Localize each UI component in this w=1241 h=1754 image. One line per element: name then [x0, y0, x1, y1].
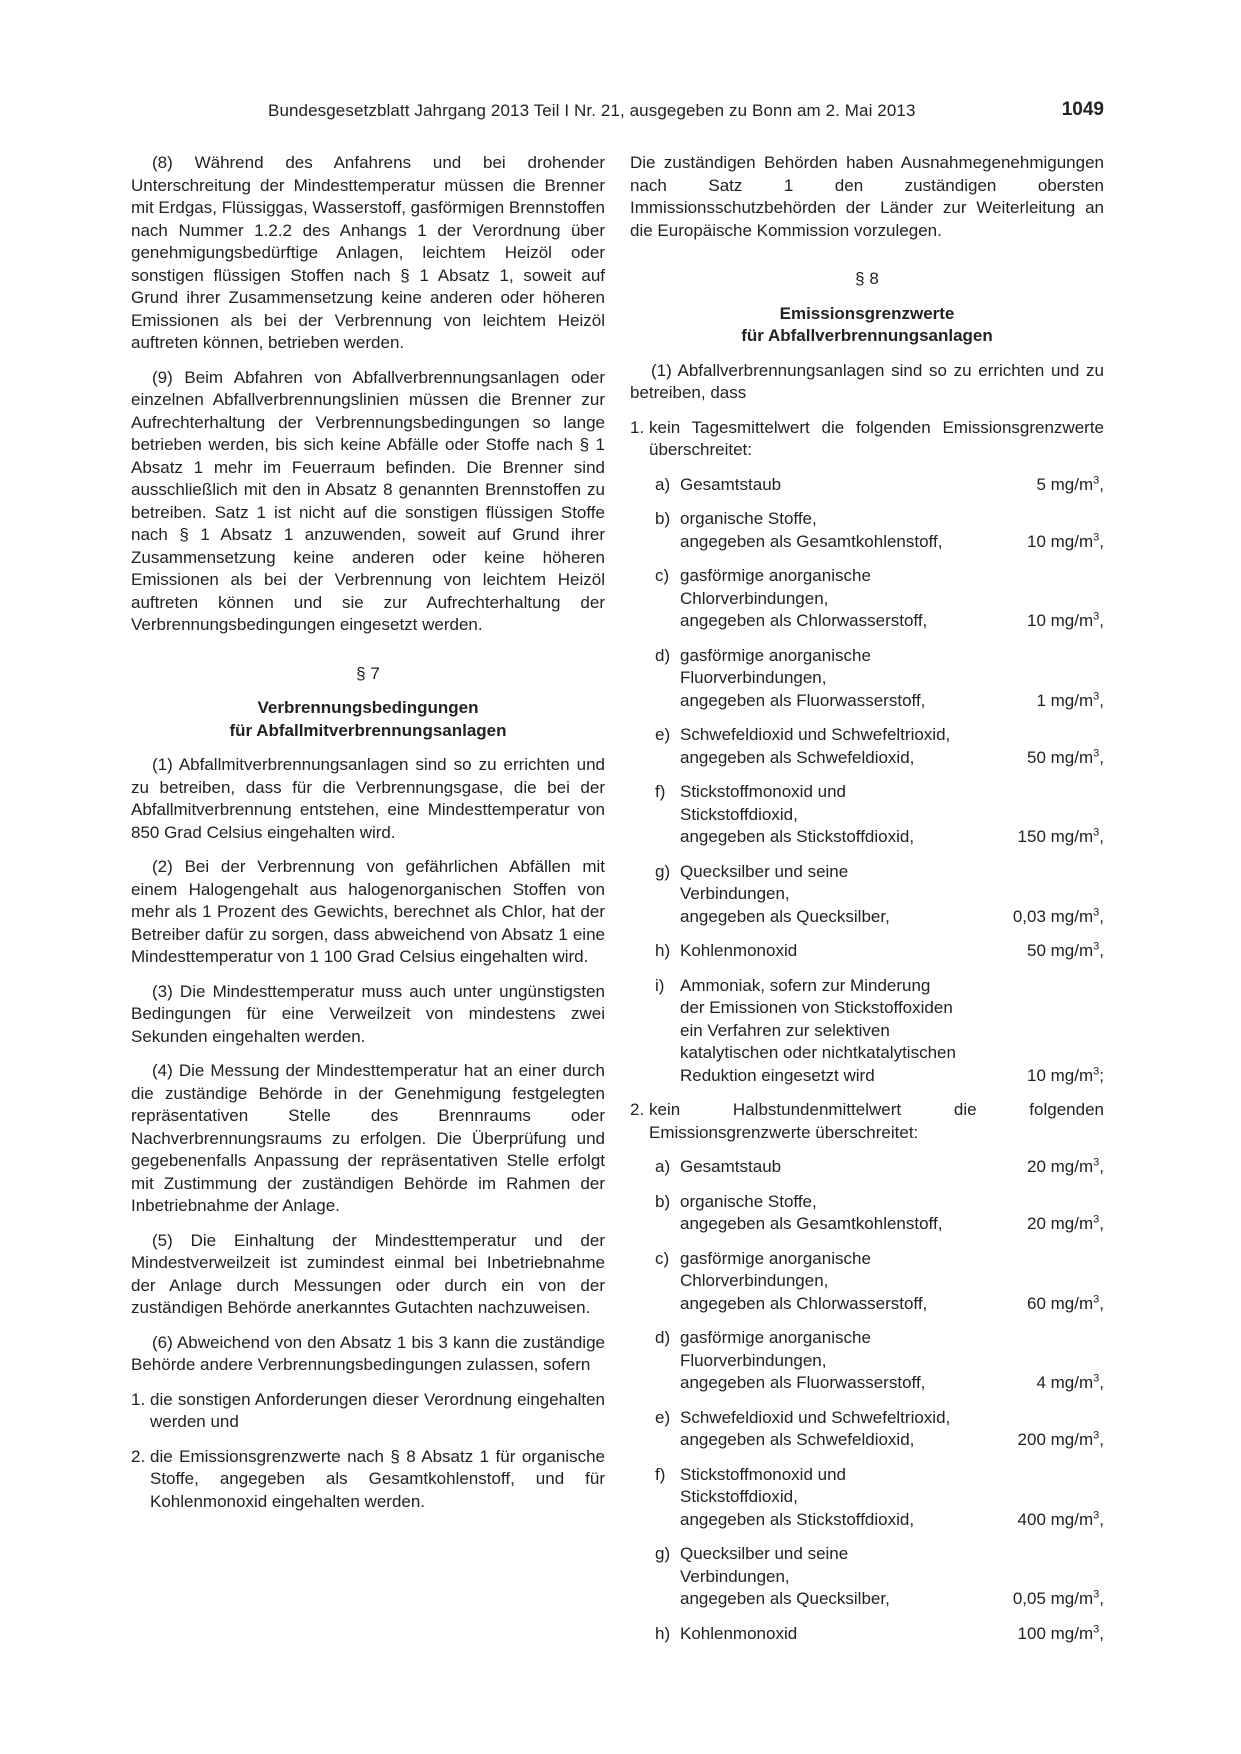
limit-value [1027, 1156, 1104, 1179]
section-8-number: § 8 [855, 269, 879, 288]
list-number: 1. [630, 417, 645, 437]
limit-value-number: 0,03 mg/m [1012, 906, 1094, 926]
unit-exponent: 3 [1093, 826, 1100, 839]
s7-paragraph-2: (2) Bei der Verbrennung von gefährlichen Abfällen mit einem Halogengehalt aus halogenorganischen Stoffen von mehr als 1 Prozent des Gewichts, berechnet als Chlor, hat der Betreiber dafür zu sorgen, dass abweichend von Absatz 1 eine Mindesttemperatur von 1 100 Grad Celsius eingehalten wird. [131, 857, 605, 966]
limit-value-number: 150 mg/m [1017, 827, 1094, 846]
item-label: angegeben als Gesamtkohlenstoff, [680, 531, 943, 551]
page-header [268, 101, 1104, 127]
item-letter: i) [655, 975, 665, 995]
item-line: Quecksilber und seine [680, 861, 849, 881]
item-line: der Emissionen von Stickstoffoxiden [680, 998, 953, 1017]
unit-exponent: 3 [1093, 530, 1100, 543]
item-last-line [680, 747, 1104, 770]
section-7-title-line-1: Verbrennungsbedingungen [257, 698, 479, 717]
item-punctuation: , [1099, 1623, 1104, 1643]
item-label: angegeben als Chlorwasserstoff, [680, 1293, 928, 1313]
item-punctuation: , [1099, 1157, 1104, 1176]
item-line: Quecksilber und seine [680, 1544, 849, 1563]
unit-exponent: 3 [1093, 1372, 1100, 1385]
item-label: Kohlenmonoxid [680, 941, 798, 960]
item-letter: e) [655, 725, 671, 744]
item-line: Stickstoffdioxid, [680, 804, 798, 824]
limit-value-item [630, 1191, 1104, 1236]
limit-value [1027, 610, 1104, 633]
half-hour-limit-values-list [630, 1156, 1104, 1645]
item-line: Stickstoffmonoxid und [680, 1464, 846, 1484]
limit-value-number: 100 mg/m [1017, 1623, 1094, 1643]
limit-value [1013, 906, 1104, 929]
item-last-line [680, 906, 1104, 929]
item-label: angegeben als Fluorwasserstoff, [680, 690, 926, 710]
item-line: Schwefeldioxid und Schwefeltrioxid, [680, 1407, 951, 1427]
limit-value-item [630, 1543, 1104, 1611]
unit-exponent: 3 [1093, 610, 1100, 623]
limit-value-number: 60 mg/m [1027, 1293, 1094, 1313]
item-letter: a) [655, 474, 671, 494]
list-text: kein Halbstundenmittelwert die folgenden Emissionsgrenzwerte überschreitet: [649, 1100, 1104, 1142]
s7-paragraph-4: (4) Die Messung der Mindesttemperatur hat an einer durch die zuständige Behörde in der Genehmigung festgelegten repräsentativen Stelle des Brennraums oder Nachverbrennungsraums zu erfolgen. Die Überprüfung und gegebenenfalls Anpassung der repräsentativen Stelle erfolgt mit Zustimmung der zuständigen Behörde im Rahmen der Inbetriebnahme der Anlage. [131, 1061, 605, 1215]
item-letter: d) [655, 645, 671, 665]
item-punctuation: , [1099, 1509, 1104, 1529]
limit-value-item [630, 645, 1104, 713]
item-line: Fluorverbindungen, [680, 668, 827, 687]
limit-value [1027, 1065, 1104, 1088]
item-punctuation: , [1099, 474, 1104, 494]
item-last-line [680, 940, 1104, 963]
limit-value-number: 10 mg/m [1027, 531, 1094, 551]
item-line: gasförmige anorganische [680, 1248, 871, 1268]
item-line: ein Verfahren zur selektiven [680, 1020, 890, 1040]
item-text [680, 724, 1104, 769]
s7-list-item [131, 1446, 605, 1514]
limit-value-item [630, 1327, 1104, 1395]
item-letter: c) [655, 566, 670, 585]
item-text [680, 1191, 1104, 1236]
item-last-line [680, 531, 1104, 554]
item-last-line [680, 826, 1104, 849]
limit-value-item [630, 940, 1104, 963]
item-line: gasförmige anorganische [680, 1328, 871, 1347]
item-text [680, 474, 1104, 497]
section-8-title-line-2: für Abfallverbrennungsanlagen [741, 326, 993, 345]
unit-exponent: 3 [1093, 1508, 1100, 1521]
item-line: gasförmige anorganische [680, 645, 871, 665]
item-punctuation: , [1099, 531, 1104, 551]
item-line: katalytischen oder nichtkatalytischen [680, 1043, 956, 1062]
item-label: angegeben als Chlorwasserstoff, [680, 611, 928, 630]
item-label: angegeben als Quecksilber, [680, 1589, 890, 1608]
item-last-line [680, 610, 1104, 633]
item-last-line [680, 1588, 1104, 1611]
s8-list-2-intro [630, 1099, 1104, 1144]
item-text [680, 1543, 1104, 1611]
item-letter: f) [655, 782, 666, 801]
section-7-number: § 7 [356, 663, 380, 683]
item-line: organische Stoffe, [680, 1191, 817, 1211]
item-punctuation: , [1099, 906, 1104, 926]
item-label: angegeben als Schwefeldioxid, [680, 747, 915, 767]
limit-value-item [630, 975, 1104, 1088]
unit-exponent: 3 [1093, 473, 1100, 486]
limit-value-number: 10 mg/m [1027, 1065, 1094, 1085]
s8-list-1-intro [630, 417, 1104, 462]
item-letter: b) [655, 509, 671, 528]
item-letter: a) [655, 1157, 671, 1176]
item-text [680, 1407, 1104, 1452]
section-8-title-line-1: Emissionsgrenzwerte [779, 303, 955, 323]
item-punctuation: , [1099, 1293, 1104, 1313]
limit-value [1018, 826, 1104, 849]
item-line: Verbindungen, [680, 1566, 790, 1586]
item-last-line [680, 1623, 1104, 1646]
item-line: Verbindungen, [680, 884, 790, 903]
item-last-line [680, 1293, 1104, 1316]
s7-paragraph-5: (5) Die Einhaltung der Mindesttemperatur und der Mindestverweilzeit ist zumindest einmal bei Inbetriebnahme der Anlage durch Messungen oder durch ein von der zuständigen Behörde anerkanntes Gutachten nachzuweisen. [131, 1230, 605, 1317]
limit-value [1027, 747, 1104, 770]
item-punctuation: , [1099, 1214, 1104, 1233]
item-label: angegeben als Quecksilber, [680, 906, 890, 926]
list-text: die Emissionsgrenzwerte nach § 8 Absatz 1 für organische Stoffe, angegeben als Gesamtkohlenstoff, und für Kohlenmonoxid eingehalten werden. [150, 1446, 605, 1511]
list-text: kein Tagesmittelwert die folgenden Emissionsgrenzwerte überschreitet: [649, 417, 1104, 459]
item-text [680, 940, 1104, 963]
item-text [680, 508, 1104, 553]
unit-exponent: 3 [1093, 1213, 1100, 1226]
item-letter: h) [655, 1623, 671, 1643]
item-label: angegeben als Stickstoffdioxid, [680, 1509, 915, 1529]
limit-value-item [630, 1407, 1104, 1452]
item-last-line [680, 1372, 1104, 1395]
item-line: Chlorverbindungen, [680, 1271, 829, 1290]
s8-paragraph-1: (1) Abfallverbrennungsanlagen sind so zu errichten und zu betreiben, dass [630, 360, 1104, 402]
item-line: Chlorverbindungen, [680, 588, 829, 608]
item-letter: g) [655, 861, 671, 881]
limit-value-number: 10 mg/m [1027, 611, 1094, 630]
list-number: 1. [131, 1389, 146, 1409]
left-column [131, 152, 605, 1525]
limit-value-item [630, 1623, 1104, 1646]
limit-value-number: 400 mg/m [1017, 1509, 1094, 1529]
limit-value-item [630, 861, 1104, 929]
item-label: angegeben als Schwefeldioxid, [680, 1430, 915, 1449]
item-letter: d) [655, 1328, 671, 1347]
running-title: Bundesgesetzblatt Jahrgang 2013 Teil I Nr. 21, ausgegeben zu Bonn am 2. Mai 2013 [268, 101, 916, 120]
unit-exponent: 3 [1093, 1622, 1100, 1635]
item-line: gasförmige anorganische [680, 566, 871, 585]
item-letter: b) [655, 1191, 671, 1211]
item-last-line [680, 1065, 1104, 1088]
item-letter: h) [655, 941, 671, 960]
limit-value [1027, 1213, 1104, 1236]
limit-value-number: 0,05 mg/m [1012, 1589, 1094, 1608]
item-line: Fluorverbindungen, [680, 1350, 827, 1370]
item-punctuation: , [1099, 747, 1104, 767]
unit-exponent: 3 [1093, 1156, 1100, 1169]
item-letter: f) [655, 1464, 666, 1484]
item-text [680, 861, 1104, 929]
limit-value-number: 20 mg/m [1027, 1157, 1094, 1176]
unit-exponent: 3 [1093, 1292, 1100, 1305]
limit-value-number: 50 mg/m [1027, 747, 1094, 767]
unit-exponent: 3 [1093, 940, 1100, 953]
limit-value [1027, 531, 1104, 554]
item-punctuation: , [1099, 1430, 1104, 1449]
limit-value [1036, 690, 1104, 713]
limit-value-number: 1 mg/m [1036, 690, 1094, 710]
item-punctuation: , [1099, 941, 1104, 960]
right-top-paragraph: Die zuständigen Behörden haben Ausnahmegenehmigungen nach Satz 1 den zuständigen obersten Immissionsschutzbehörden der Länder zur Weiterleitung an die Europäische Kommission vorzulegen. [630, 153, 1104, 240]
item-last-line [680, 1509, 1104, 1532]
limit-value [1018, 1509, 1104, 1532]
s7-paragraph-6: (6) Abweichend von den Absatz 1 bis 3 kann die zuständige Behörde andere Verbrennungsbedingungen zulassen, sofern [131, 1332, 605, 1374]
unit-exponent: 3 [1093, 1588, 1100, 1601]
item-punctuation: , [1099, 1373, 1104, 1392]
item-punctuation: ; [1099, 1065, 1104, 1085]
item-line: Stickstoffdioxid, [680, 1487, 798, 1506]
item-letter: c) [655, 1248, 670, 1268]
item-last-line [680, 1429, 1104, 1452]
unit-exponent: 3 [1093, 1429, 1100, 1442]
s7-list-item [131, 1389, 605, 1434]
limit-value-item [630, 474, 1104, 497]
list-number: 2. [630, 1100, 645, 1119]
limit-value [1036, 474, 1104, 497]
limit-value [1027, 940, 1104, 963]
s7-paragraph-1: (1) Abfallmitverbrennungsanlagen sind so zu errichten und zu betreiben, dass für die Verbrennungsgase, die bei der Abfallmitverbrennung entstehen, eine Mindesttemperatur von 850 Grad Celsius eingehalten wird. [131, 755, 605, 842]
item-line: Ammoniak, sofern zur Minderung [680, 975, 931, 995]
item-line: Stickstoffmonoxid und [680, 782, 846, 801]
unit-exponent: 3 [1093, 905, 1100, 918]
item-punctuation: , [1099, 611, 1104, 630]
list-number: 2. [131, 1446, 146, 1466]
item-letter: e) [655, 1407, 671, 1427]
item-punctuation: , [1099, 827, 1104, 846]
limit-value-item [630, 508, 1104, 553]
item-text [680, 781, 1104, 849]
item-label: Kohlenmonoxid [680, 1623, 798, 1643]
item-last-line [680, 1156, 1104, 1179]
section-8-title [630, 303, 1104, 348]
page-number: 1049 [1061, 99, 1104, 120]
item-letter: g) [655, 1544, 671, 1563]
limit-value-number: 200 mg/m [1017, 1430, 1094, 1449]
limit-value-item [630, 1248, 1104, 1316]
limit-value [1027, 1293, 1104, 1316]
list-text: die sonstigen Anforderungen dieser Verordnung eingehalten werden und [150, 1389, 605, 1431]
item-text [680, 645, 1104, 713]
item-text [680, 565, 1104, 633]
limit-value-item [630, 1156, 1104, 1179]
item-last-line [680, 1213, 1104, 1236]
item-text [680, 1327, 1104, 1395]
item-line: organische Stoffe, [680, 509, 817, 528]
limit-value-item [630, 724, 1104, 769]
item-label: angegeben als Gesamtkohlenstoff, [680, 1214, 943, 1233]
limit-value-item [630, 781, 1104, 849]
item-punctuation: , [1099, 1589, 1104, 1608]
item-line: Schwefeldioxid und Schwefeltrioxid, [680, 725, 951, 744]
item-label: angegeben als Stickstoffdioxid, [680, 827, 915, 846]
paragraph-9: (9) Beim Abfahren von Abfallverbrennungsanlagen oder einzelnen Abfallverbrennungslinien müssen die Brenner zur Aufrechterhaltung der Verbrennungsbedingungen so lange betrieben werden, bis sich keine Abfälle oder Stoffe nach § 1 Absatz 1 mehr im Feuerraum befinden. Die Brenner sind ausschließlich mit den in Absatz 8 genannten Brennstoffen zu betreiben. Satz 1 ist nicht auf die sonstigen flüssigen Stoffe nach § 1 Absatz 1 anzuwenden, soweit auf Grund ihrer Zusammensetzung keine anderen oder keine höheren Emissionen als bei der Verbrennung von leichtem Heizöl auftreten können und sie zur Aufrechterhaltung der Verbrennungsbedingungen eingesetzt werden. [131, 367, 605, 634]
item-label: Gesamtstaub [680, 474, 782, 494]
limit-value [1018, 1429, 1104, 1452]
limit-value-number: 4 mg/m [1036, 1373, 1094, 1392]
item-text [680, 1156, 1104, 1179]
limit-value-item [630, 1464, 1104, 1532]
item-text [680, 1464, 1104, 1532]
item-label: angegeben als Fluorwasserstoff, [680, 1373, 926, 1392]
item-label: Gesamtstaub [680, 1157, 782, 1176]
section-7-title-line-2: für Abfallmitverbrennungsanlagen [229, 720, 507, 740]
limit-value [1036, 1372, 1104, 1395]
item-text [680, 1623, 1104, 1646]
item-last-line [680, 690, 1104, 713]
s7-paragraph-3: (3) Die Mindesttemperatur muss auch unter ungünstigsten Bedingungen für eine Verweilzeit von mindestens zwei Sekunden eingehalten werden. [131, 981, 605, 1046]
unit-exponent: 3 [1093, 689, 1100, 702]
limit-value-item [630, 565, 1104, 633]
item-last-line [680, 474, 1104, 497]
item-label: Reduktion eingesetzt wird [680, 1065, 875, 1085]
unit-exponent: 3 [1093, 746, 1100, 759]
section-7-title [131, 697, 605, 742]
limit-value-number: 5 mg/m [1036, 474, 1094, 494]
limit-value-number: 50 mg/m [1027, 941, 1094, 960]
limit-value-number: 20 mg/m [1027, 1214, 1094, 1233]
item-text [680, 975, 1104, 1088]
paragraph-8: (8) Während des Anfahrens und bei drohender Unterschreitung der Mindesttemperatur müssen die Brenner mit Erdgas, Flüssiggas, Wasserstoff, gasförmigen Brennstoffen nach Nummer 1.2.2 des Anhangs 1 der Verordnung über genehmigungsbedürftige Anlagen, leichtem Heizöl oder sonstigen flüssigen Stoffen nach § 1 Absatz 1, soweit auf Grund ihrer Zusammensetzung keine anderen oder höheren Emissionen als bei der Verbrennung von leichtem Heizöl auftreten können, betrieben werden. [131, 153, 606, 352]
item-punctuation: , [1099, 690, 1104, 710]
unit-exponent: 3 [1093, 1064, 1100, 1077]
limit-value [1018, 1623, 1104, 1646]
limit-value [1013, 1588, 1104, 1611]
daily-limit-values-list [630, 474, 1104, 1088]
item-text [680, 1248, 1104, 1316]
right-column [630, 152, 1104, 1657]
